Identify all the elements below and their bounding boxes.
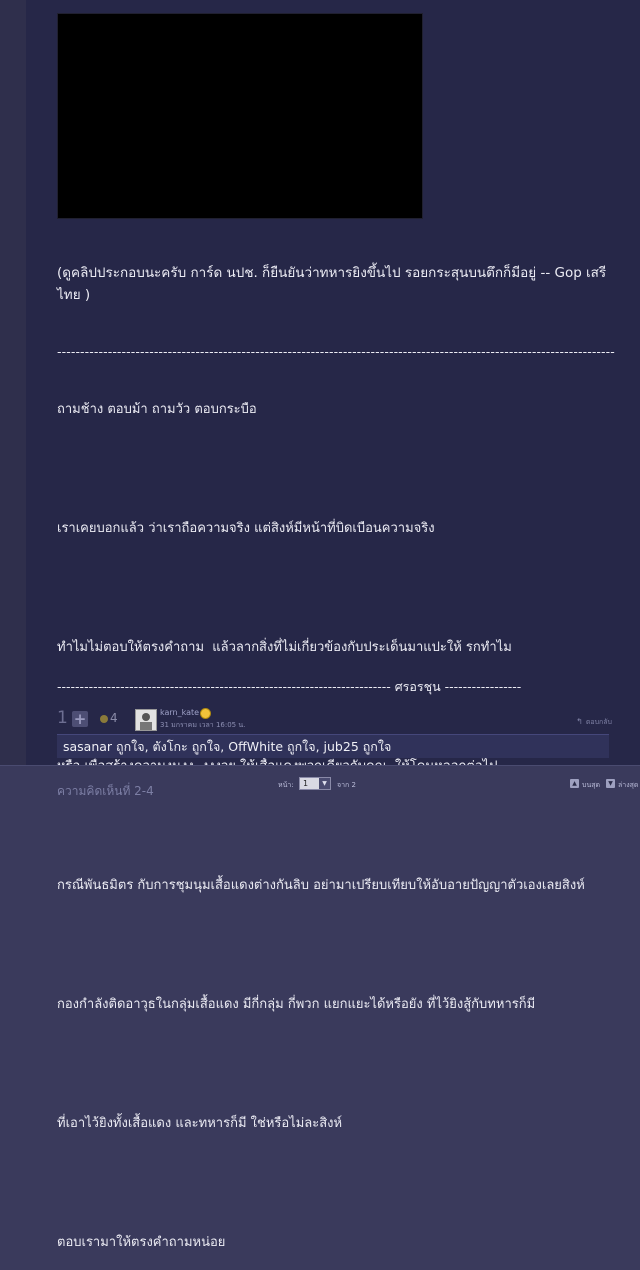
paragraph: ที่เอาไว้ยิงทั้งเสื้อแดง และทหารก็มี ใช่หรือไม่ละสิงห์ (57, 1116, 343, 1131)
author-name[interactable]: karn_kate (160, 708, 200, 717)
arrow-up-icon[interactable]: ▲ (570, 779, 579, 788)
avatar[interactable] (135, 709, 157, 731)
chevron-down-icon: ▼ (319, 778, 330, 789)
page-of: จาก 2 (337, 781, 356, 789)
paragraph: เราเคยบอกแล้ว ว่าเราถือความจริง แต่สิงห์มีหน้าที่บิดเบือนความจริง (57, 521, 435, 536)
reply-label: ตอบกลับ (585, 718, 612, 726)
likes-box: sasanar ถูกใจ, ตังโกะ ถูกใจ, OffWhite ถูกใจ, jub25 ถูกใจ (57, 734, 609, 758)
vote-plus-button[interactable]: + (73, 710, 87, 728)
emotion-count: 4 (110, 711, 118, 725)
paragraph: กองกำลังติดอาวุธในกลุ่มเสื้อแดง มีกี่กลุ่ม กี่พวก แยกแยะได้หรือยัง ที่ไว้ยิงสู้กับทหารก็มี (57, 997, 536, 1012)
left-rail (0, 0, 27, 791)
post-time: 31 มกราคม เวลา 16:05 น. (160, 721, 246, 729)
smiley-icon (200, 708, 211, 719)
paragraph: ทำไมไม่ตอบให้ตรงคำถาม แล้วลากสิ่งที่ไม่เกี่ยวข้องกับประเด็นมาแปะให้ รกทำไม (57, 640, 512, 655)
divider-line: ------------------------------------------------------------------------------------------------------------------------- (57, 344, 615, 359)
scroll-bottom-link[interactable]: ล่างสุด (618, 781, 639, 789)
signature: -------------------------------------------------------------------------- ศรอรชุน ----------------- (57, 679, 522, 694)
video-embed[interactable] (57, 13, 423, 219)
paragraph: ตอบเรามาให้ตรงคำถามหน่อย (57, 1235, 226, 1250)
reply-arrow-icon: ↰ (576, 717, 583, 726)
page-label: หน้า: (278, 781, 294, 789)
vote-count: 1 (57, 708, 68, 728)
arrow-down-icon[interactable]: ▼ (606, 779, 615, 788)
video-caption: (ดูคลิปประกอบนะครับ การ์ด นปช. ก็ยืนยันว่าทหารยิงขึ้นไป รอยกระสุนบนตึกก็มีอยู่ -- Gop เสรีไทย ) (57, 265, 607, 303)
comment-heading: ความคิดเห็นที่ 2-4 (57, 784, 154, 798)
avatar-image (136, 710, 156, 730)
page-select-value: 1 (303, 779, 309, 788)
paragraph: ถามช้าง ตอบม้า ถามวัว ตอบกระบือ (57, 402, 257, 417)
page-select[interactable] (299, 777, 331, 790)
emotion-icon[interactable] (100, 715, 108, 723)
scroll-top-link[interactable]: บนสุด (582, 781, 601, 789)
paragraph: กรณีพันธมิตร กับการชุมนุมเสื้อแดงต่างกันลิบ อย่ามาเปรียบเทียบให้อับอายปัญญาตัวเองเลยสิงห์ (57, 878, 585, 893)
pagination-bar (0, 765, 640, 798)
post-footer (57, 707, 612, 731)
reply-button[interactable] (576, 717, 612, 728)
